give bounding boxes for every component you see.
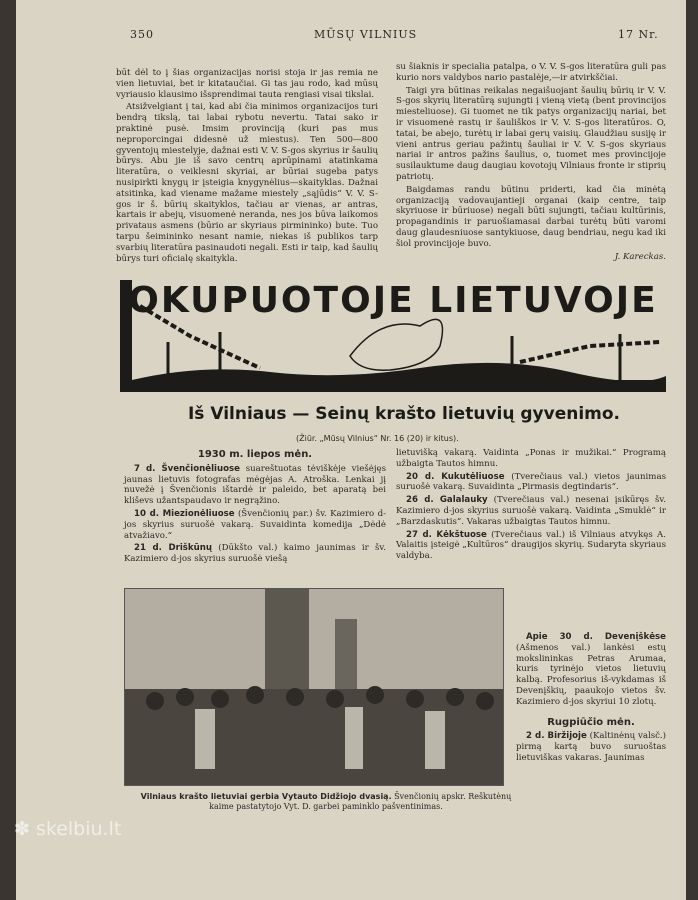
newspaper-page — [16, 0, 686, 900]
author-signature: J. Kareckas. — [614, 251, 666, 262]
news-left-column — [124, 448, 386, 567]
news-text: suareštuotas tėviškėje viešėjęs jaunas lietuvis fotografas mėgėjas A. Atroška. Lenkai jį nuvežė į Švenčionis ištardė ir paleido, bet aparatą bei kliševs užantspaudavo ir negrąžino. — [124, 463, 386, 507]
caption-title: Vilniaus krašto lietuviai gerbia Vytauto Didžiojo dvasią. — [140, 792, 392, 801]
reference-note: (Žiūr. „Mūsų Vilnius“ Nr. 16 (20) ir kitus). — [296, 434, 459, 443]
section-subtitle: Iš Vilniaus — Seinų krašto lietuvių gyvenimo. — [187, 404, 621, 424]
news-item — [396, 530, 666, 562]
news-item — [124, 464, 386, 507]
photo-crowd-at-monument — [124, 588, 504, 786]
news-item — [124, 509, 386, 541]
left-column-article — [116, 68, 378, 266]
watermark-logo: ✽ skelbiu.lt — [14, 818, 122, 840]
news-item — [396, 495, 666, 527]
news-text: (Tverečiaus val.) iš Vilniaus atvykęs A. Valaitis įsteigė „Kultūros“ draugijos skyrių. Sudaryta skyriaus valdyba. — [396, 529, 666, 562]
news-place: 26 d. Galalauky — [406, 495, 488, 506]
paragraph: Atsižvelgiant į tai, kad abi čia minimos organizacijos turi bendrą tikslą, tai labai rybotu nevertu. Tatai sako ir praktinė pusė. Imsim provinciją (kuri pas mus neproporcingai didesnė už miestus). Ten 500—800 gyventojų miestelyje, dažnai esti V. V. S-gos skyrius ir šaulių būrys. Abu jie iš savo centrų aprūpinami atatinkama literatūra, o veiklesni skyriai, ar būriai sugeba patys nusipirkti knygų ir įsteigia knygynėlius—skaityklas. Dažnai atsitinka, kad viename mažame miestely „sąjūdis“ V. V. S-gos ir š. būrių skaityklos, tačiau ar vienas, ar antras, kartais ir abejų, visuomenė neranda, nes jos būva laikomos privataus asmens (būrio ar skyriaus pirmininko) bute. Tuo tarpu šeimininko nesant namie, niekas iš publikos tarp svarbių literatūra pasinaudoti negali. Esti ir taip, kad šaulių būrys turi oficialę skaitykla. — [116, 102, 378, 264]
news-item — [516, 632, 666, 708]
photo-caption — [136, 792, 516, 812]
photo-illustration — [125, 589, 503, 785]
news-text: (Tverečiaus val.) nesenai įsikūręs šv. Kazimiero d-jos skyrius suruošė vakarą. Vaidinta „Smuklė“ ir „Barzdaskutis“. Vakaras užbaigtas Tautos himnu. — [396, 495, 667, 527]
banner-title: OKUPUOTOJE LIETUVOJE — [128, 280, 658, 321]
section-banner — [120, 276, 666, 394]
news-place: 2 d. Biržijoje — [526, 731, 587, 742]
news-text: (Ašmenos val.) lankėsi estų mokslininkas Petras Arumaa, kuris tyrinėjo vietos lietuvių kalbą. Profesorius iš-vykdamas iš Devenįškių, paaukojo vietos šv. Kazimiero d-jos skyriui 10 zlotų. — [516, 642, 666, 707]
paragraph: Baigdamas randu būtinu priderti, kad čia minėtą organizaciją vadovaujantieji organai (kaip centre, taip skyriuose ir būriuose) negali būti sujungti, tačiau kultūrinis, propagandinis ir paruošiamasai darbai turėtų būti varomi daug glaudesniuose santykiuose, daug bendriau, negu kad iki šiol provincijoje buvo. — [396, 184, 666, 249]
news-text: (Tverečiaus val.) vietos jaunimas suruošė vakarą. Suvaidinta „Pirmasis degtindaris“. — [396, 471, 666, 493]
paragraph: būt dėl to į šias organizacijas norisi stoja ir jas remia ne vien lietuviai, bet ir kitataučiai. Gi tas jau rodo, kad mūsų vyriausio klausimo išsprendimai tauta rengiasi visai tikslai. — [116, 68, 378, 100]
month-heading: Rugpiūčio mėn. — [547, 716, 635, 728]
news-side-column — [516, 632, 666, 766]
news-right-column — [396, 448, 666, 564]
news-place: Apie 30 d. Devenįškėse — [526, 632, 666, 642]
news-item — [516, 731, 666, 763]
news-text: (Švenčionių par.) šv. Kazimiero d-jos skyrius suruošė vakarą. Suvaidinta komedija „Dėdė atvažiavo.“ — [124, 508, 386, 541]
caption-text: Švenčionių apskr. Reškutėnų kaime pastatytojo Vyt. D. garbei paminklo pašventinimas. — [209, 792, 512, 811]
news-place: 20 d. Kukutėliuose — [406, 471, 505, 482]
news-place: 21 d. Driškūnų — [134, 543, 212, 554]
paragraph: su šiaknis ir specialia patalpa, o V. V. S-gos literatūra guli pas kurio nors valdybos nario pastalėje,—ir atvirkščiai. — [396, 62, 666, 83]
watermark-text: skelbiu.lt — [35, 818, 122, 840]
news-item — [124, 543, 386, 565]
page-number: 350 — [130, 28, 154, 41]
journal-title: MŪSŲ VILNIUS — [314, 28, 418, 41]
paragraph: Taigi yra būtinas reikalas negaišuojant šaulių būrių ir V. V. S-gos skyrių literatūrą sujungti į vieną vietą (bent provincijos miesteliuose). Gi tuomet ne tik patys organizacijų nariai, bet ir visuomenė rastų ir šauliškos ir V. V. S-gos literatūros. O, tatai, be abejo, turėtų ir labai gerų vaisių. Glaudžiau susiję ir vieni antrus geriau pažintų šauliai ir V. V. S-gos skyriaus nariai ir antros pažins šaulius, o, tuomet mes provincijoje susilauktume daug daugiau kovotojų Vilniaus fronte ir stiprių patriotų. — [396, 85, 666, 182]
issue-number: 17 Nr. — [618, 28, 659, 41]
news-text: lietuvišką vakarą. Vaidinta „Ponas ir mužikai.“ Programą užbaigta Tautos himnu. — [396, 448, 666, 469]
news-text: (Kaltinėnų valsč.) pirmą kartą buvo suruoštas lietuviškas vakaras. Jaunimas — [516, 731, 666, 763]
news-item — [396, 448, 666, 470]
news-item — [396, 472, 666, 494]
right-column-article — [396, 62, 666, 262]
news-text: (Dūkšto val.) kaimo jaunimas ir šv. Kazimiero d-jos skyrius suruošė viešą — [124, 543, 386, 565]
news-place: 27 d. Kėkštuose — [406, 529, 487, 540]
news-place: 7 d. Švenčionėliuose — [134, 463, 240, 474]
month-heading: 1930 m. liepos mėn. — [197, 449, 313, 460]
news-place: 10 d. Miezionėliuose — [134, 508, 235, 519]
